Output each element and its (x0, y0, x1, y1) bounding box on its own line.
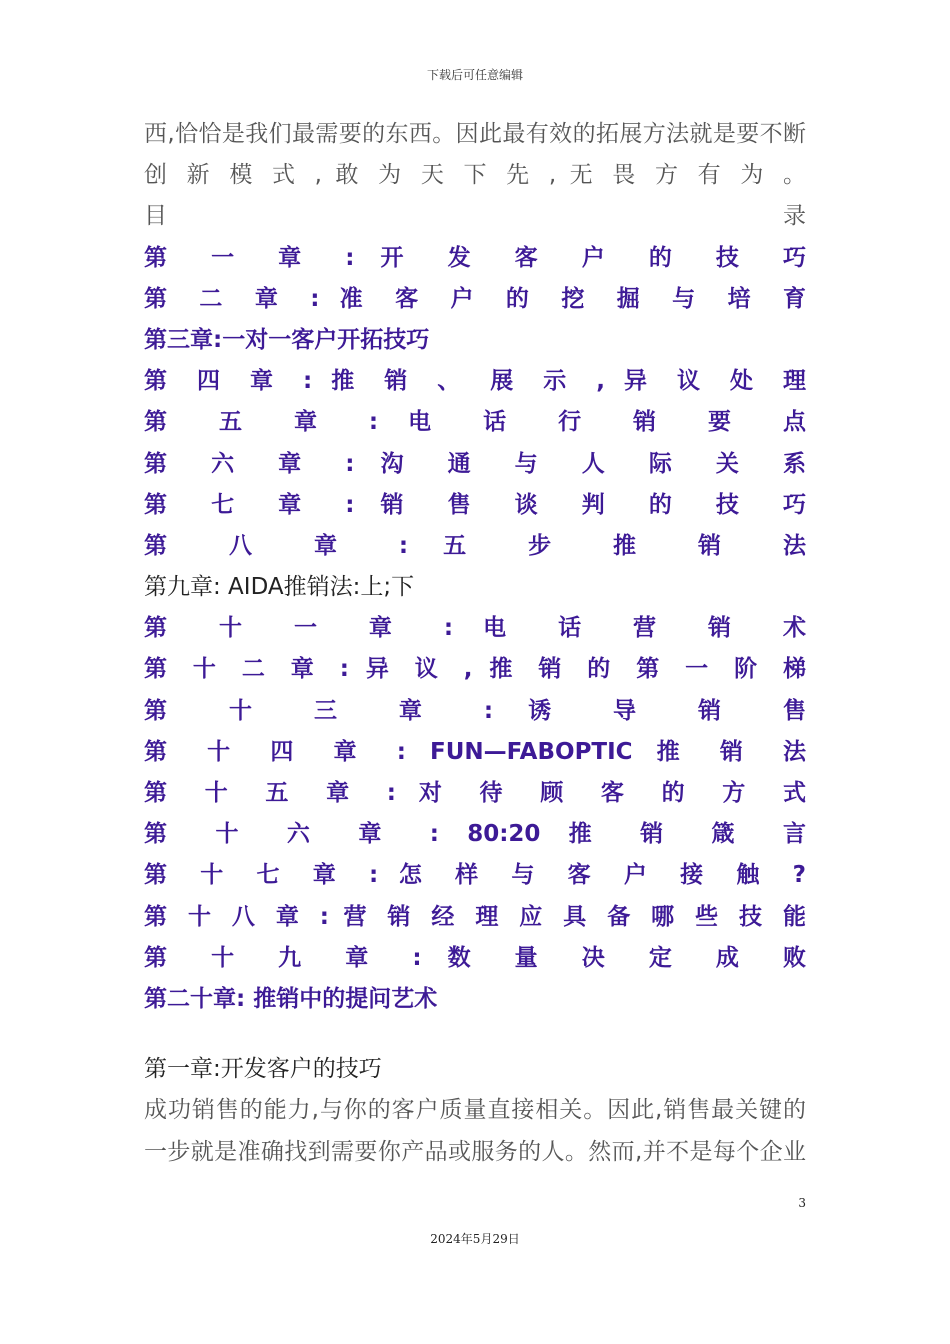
toc-item-ch2[interactable]: 第 二 章 : 准 客 户 的 挖 掘 与 培 育 (144, 285, 806, 312)
toc-item-ch14[interactable]: 第 十 四 章 : FUN—FABOPTIC 推 销 法 (144, 738, 806, 765)
toc-item-ch13[interactable]: 第 十 三 章 : 诱 导 销 售 (144, 697, 806, 724)
toc-item-ch8[interactable]: 第 八 章 : 五 步 推 销 法 (144, 532, 806, 559)
page-footer-date: 2024年5月29日 (430, 1232, 520, 1246)
toc-item-ch3[interactable]: 第三章:一对一客户开拓技巧 (144, 326, 430, 353)
toc-item-ch12[interactable]: 第 十 二 章 : 异 议 , 推 销 的 第 一 阶 梯 (144, 656, 806, 683)
chapter-heading: 第一章:开发客户的技巧 (144, 1056, 382, 1083)
page-header: 下载后可任意编辑 (426, 68, 523, 82)
section-spacer (144, 1020, 806, 1049)
intro-line: 创 新 模 式 , 敢 为 天 下 先 , 无 畏 方 有 为 。 (144, 162, 806, 189)
toc-item-ch20[interactable]: 第二十章: 推销中的提问艺术 (144, 985, 438, 1012)
toc-item-ch1[interactable]: 第 一 章 : 开 发 客 户 的 技 巧 (144, 244, 806, 271)
page-number: 3 (798, 1196, 806, 1210)
toc-item-ch6[interactable]: 第 六 章 : 沟 通 与 人 际 关 系 (144, 450, 806, 477)
toc-item-ch16[interactable]: 第 十 六 章 : 80:20 推 销 箴 言 (144, 821, 806, 848)
toc-item-ch18[interactable]: 第 十 八 章 : 营 销 经 理 应 具 备 哪 些 技 能 (144, 903, 806, 930)
toc-item-ch9: 第九章: AIDA推销法:上;下 (144, 574, 415, 601)
toc-item-ch5[interactable]: 第 五 章 : 电 话 行 销 要 点 (144, 409, 806, 436)
toc-item-ch7[interactable]: 第 七 章 : 销 售 谈 判 的 技 巧 (144, 491, 806, 518)
table-of-contents (144, 238, 806, 1021)
intro-line: 西,恰恰是我们最需要的东西。因此最有效的拓展方法就是要不断 (144, 121, 806, 147)
toc-item-ch11[interactable]: 第 十 一 章 : 电 话 营 销 术 (144, 615, 806, 642)
toc-title: 目 录 (144, 203, 806, 230)
chapter-paragraph-line: 成功销售的能力,与你的客户质量直接相关。因此,销售最关键的 (144, 1097, 806, 1124)
toc-item-ch15[interactable]: 第 十 五 章 : 对 待 顾 客 的 方 式 (144, 780, 806, 806)
toc-item-ch4[interactable]: 第 四 章 : 推 销 、 展 示 , 异 议 处 理 (144, 368, 806, 395)
chapter-paragraph-line: 一步就是准确找到需要你产品或服务的人。然而,并不是每个企业 (144, 1138, 806, 1165)
toc-item-ch17[interactable]: 第 十 七 章 : 怎 样 与 客 户 接 触 ? (144, 862, 806, 889)
document-body (144, 114, 806, 1173)
toc-item-ch19[interactable]: 第 十 九 章 : 数 量 决 定 成 败 (144, 944, 806, 971)
